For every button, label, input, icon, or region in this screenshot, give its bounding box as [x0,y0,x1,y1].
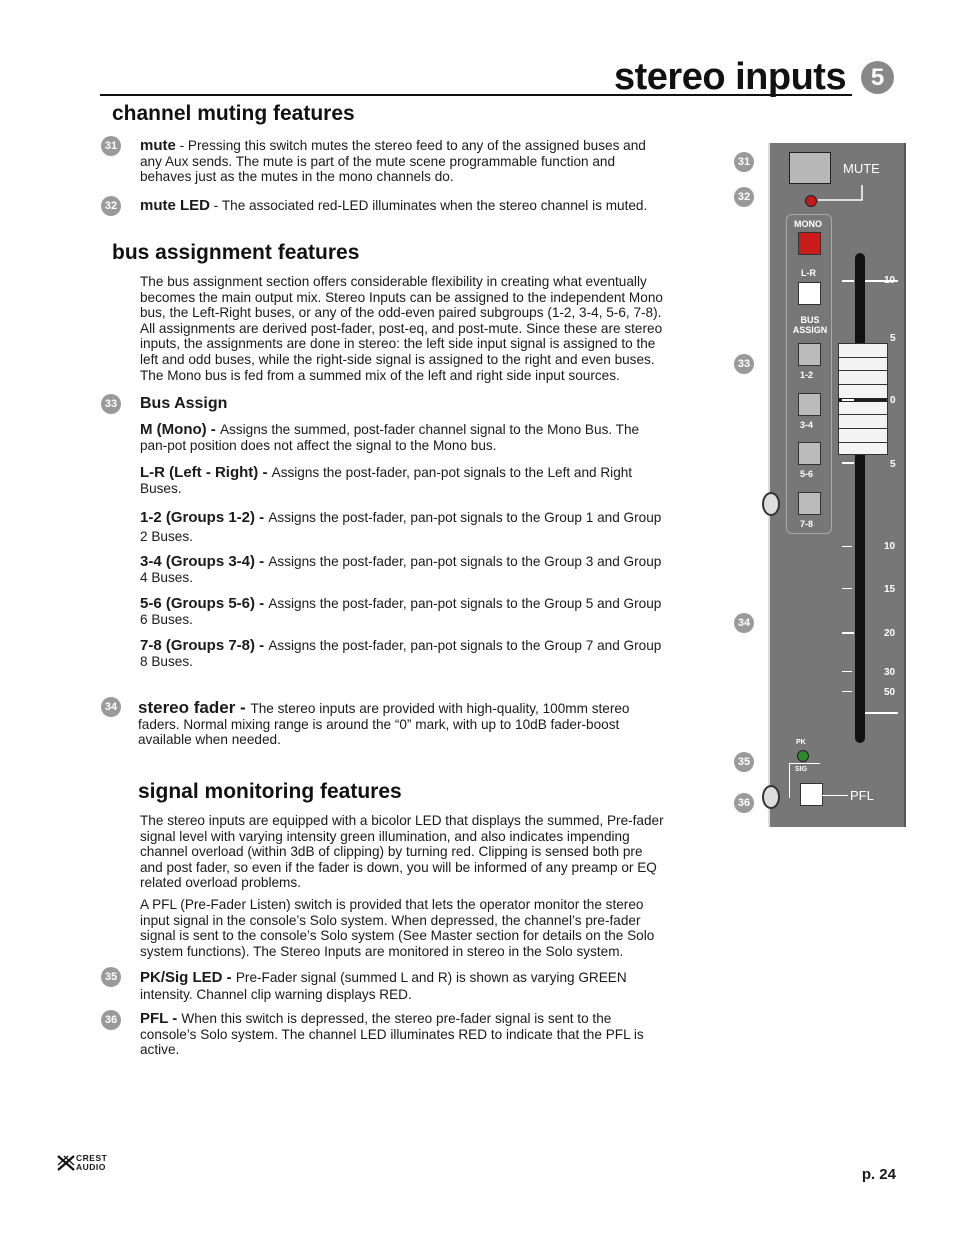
assign-mono [140,422,670,453]
assign-lr-text: Assigns the post-fader, pan-pot signals to the Left and Right Buses. [140,465,633,496]
mute-connector-line [810,183,870,203]
scale-label-50: 50 [884,687,896,698]
assign-78-text: Assigns the post-fader, pan-pot signals to the Group 7 and Group 8 Buses. [140,638,662,669]
chapter-badge: 5 [861,61,894,94]
assign-12-text: Assigns the post-fader, pan-pot signals to the Group 1 and Group 2 Buses. [140,510,662,544]
term-stereo-fader: stereo fader - [138,698,251,717]
strip-callout-35: 35 [734,752,754,772]
term-mute-led: mute LED [140,197,211,214]
term-pfl: PFL - [140,1010,182,1027]
bus-intro: The bus assignment section offers considerable flexibility in creating what eventually becomes the main output mix. Stereo Inputs can be assigned to the independent Mono bus, the Left-Right buses, or any of the odd-even paired subgroups (1-2, 3-4, 5-6, 7-8). All assignments are derived post-fader, post-eq, and post-mute. Since these are stereo inputs, the assignments are done in stereo: the left side input signal is assigned to the left and odd buses, while the right-side signal is assigned to the right and even buses. The Mono bus is fed from a summed mix of the left and right side input sources. [140,274,663,383]
mute-button[interactable] [789,152,831,184]
scale-label-20: 20 [884,628,896,639]
mute-text: - Pressing this switch mutes the stereo feed to any of the assigned buses and any Aux sends. The mute is part of the mute scene programmable function and behaves just as the mutes in the mono channels do. [140,138,646,185]
side-knob-top [762,492,780,516]
logo-text-crest: CREST [76,1153,108,1163]
group-34-button[interactable] [798,393,821,416]
pk-sig-text: Pre-Fader signal (summed L and R) is shown as varying GREEN intensity. Channel clip warning displays RED. [140,970,627,1002]
section-heading-monitor: signal monitoring features [138,780,402,803]
mute-description [140,138,670,185]
strip-callout-33: 33 [734,354,754,374]
scale-label-5: 5 [890,459,896,470]
mono-button[interactable] [798,232,821,255]
group-56-button[interactable] [798,442,821,465]
callout-34: 34 [101,697,121,717]
logo-text-audio: AUDIO [76,1161,106,1172]
bus-assign-label: BUS ASSIGN [792,315,828,335]
scale-tick [842,546,852,547]
side-knob-bottom [762,785,780,809]
term-12: 1-2 (Groups 1-2) - [140,509,269,526]
strip-callout-36: 36 [734,793,754,813]
lr-label: L-R [801,268,816,278]
assign-mono-text: Assigns the summed, post-fader channel signal to the Mono Bus. The pan-pot position does not affect the signal to the Mono bus. [140,422,640,453]
scale-tick [842,588,852,589]
channel-strip-panel [768,143,906,827]
stereo-fader-text: The stereo inputs are provided with high-quality, 100mm stereo faders. Normal mixing range is around the “0” mark, with up to 10dB fader-boost available when needed. [138,701,630,748]
assign-lr [140,465,670,496]
assign-56 [140,596,670,627]
scale-tick [842,632,854,634]
mono-label: MONO [794,219,822,229]
strip-callout-32: 32 [734,187,754,207]
crest-audio-logo [56,1154,124,1172]
bus-assign-title: Bus Assign [140,395,228,412]
pk-sig-description [140,969,670,1003]
scale-tick [842,691,852,692]
scale-tick [842,399,854,401]
pfl-description [140,1011,670,1058]
scale-label-0: 0 [890,395,896,406]
pfl-text: When this switch is depressed, the stereo pre-fader signal is sent to the console’s Solo system. The channel LED illuminates RED to indicate that the PFL is active. [140,1011,644,1058]
term-mono: M (Mono) - [140,421,220,438]
mute-label: MUTE [843,161,880,176]
pfl-button[interactable] [800,783,823,806]
crest-logo-mark-icon [56,1154,76,1172]
callout-36: 36 [101,1010,121,1030]
term-mute: mute [140,137,176,154]
group-78-button[interactable] [798,492,821,515]
assign-34 [140,554,670,585]
scale-label-15: 15 [884,584,896,595]
callout-35: 35 [101,967,121,987]
monitor-p1: The stereo inputs are equipped with a bicolor LED that displays the summed, Pre-fader signal level with varying intensity green illumination, and also indicates impending channel overload (within 3dB of clipping) by turning red. Clipping is sensed both pre and post fader, so even if the fader is down, you will be informed of any preamp or EQ related overload problems. [140,813,664,891]
fader-slot [855,253,865,743]
mute-led-description [140,198,670,214]
strip-callout-31: 31 [734,152,754,172]
mute-led-text: - The associated red-LED illuminates when the stereo channel is muted. [210,198,648,213]
scale-tick [842,462,854,464]
term-34: 3-4 (Groups 3-4) - [140,553,269,570]
section-heading-muting: channel muting features [112,102,355,125]
pfl-label: PFL [850,788,874,803]
scale-label-10: 10 [884,541,896,552]
scale-label-30: 30 [884,667,896,678]
scale-tick [842,280,854,282]
assign-34-text: Assigns the post-fader, pan-pot signals to the Group 3 and Group 4 Buses. [140,554,662,585]
strip-callout-34: 34 [734,613,754,633]
callout-31: 31 [101,136,121,156]
group-78-label: 7-8 [800,519,814,529]
lr-button[interactable] [798,282,821,305]
assign-78 [140,638,670,669]
page-title: stereo inputs [614,56,847,98]
page-number: p. 24 [861,1166,896,1183]
term-pk-sig: PK/Sig LED - [140,969,236,986]
pfl-connector-line [822,795,848,796]
group-12-label: 1-2 [800,370,814,380]
term-lr: L-R (Left - Right) - [140,464,272,481]
scale-label-10-top: 10 [884,275,896,286]
group-34-label: 3-4 [800,420,814,430]
pk-label: PK [796,739,806,746]
section-heading-bus: bus assignment features [112,241,360,264]
scale-tick [842,671,852,672]
assign-12 [140,508,670,546]
pk-sig-led [797,750,809,762]
callout-32: 32 [101,196,121,216]
stereo-fader-description [138,700,674,748]
assign-56-text: Assigns the post-fader, pan-pot signals to the Group 5 and Group 6 Buses. [140,596,662,627]
callout-33: 33 [101,394,121,414]
scale-tick [865,712,898,714]
term-56: 5-6 (Groups 5-6) - [140,595,269,612]
monitor-p2: A PFL (Pre-Fader Listen) switch is provided that lets the operator monitor the stereo input signal in the console’s Solo system. When depressed, the channel’s pre-fader signal is sent to the console’s Solo system (See Master section for details on the Solo system functions). The Stereo Inputs are monitored in stereo in the Solo system. [140,897,655,959]
group-12-button[interactable] [798,343,821,366]
group-56-label: 5-6 [800,469,814,479]
sig-label: SIG [795,766,808,773]
scale-label-5-top: 5 [890,333,896,344]
term-78: 7-8 (Groups 7-8) - [140,637,269,654]
